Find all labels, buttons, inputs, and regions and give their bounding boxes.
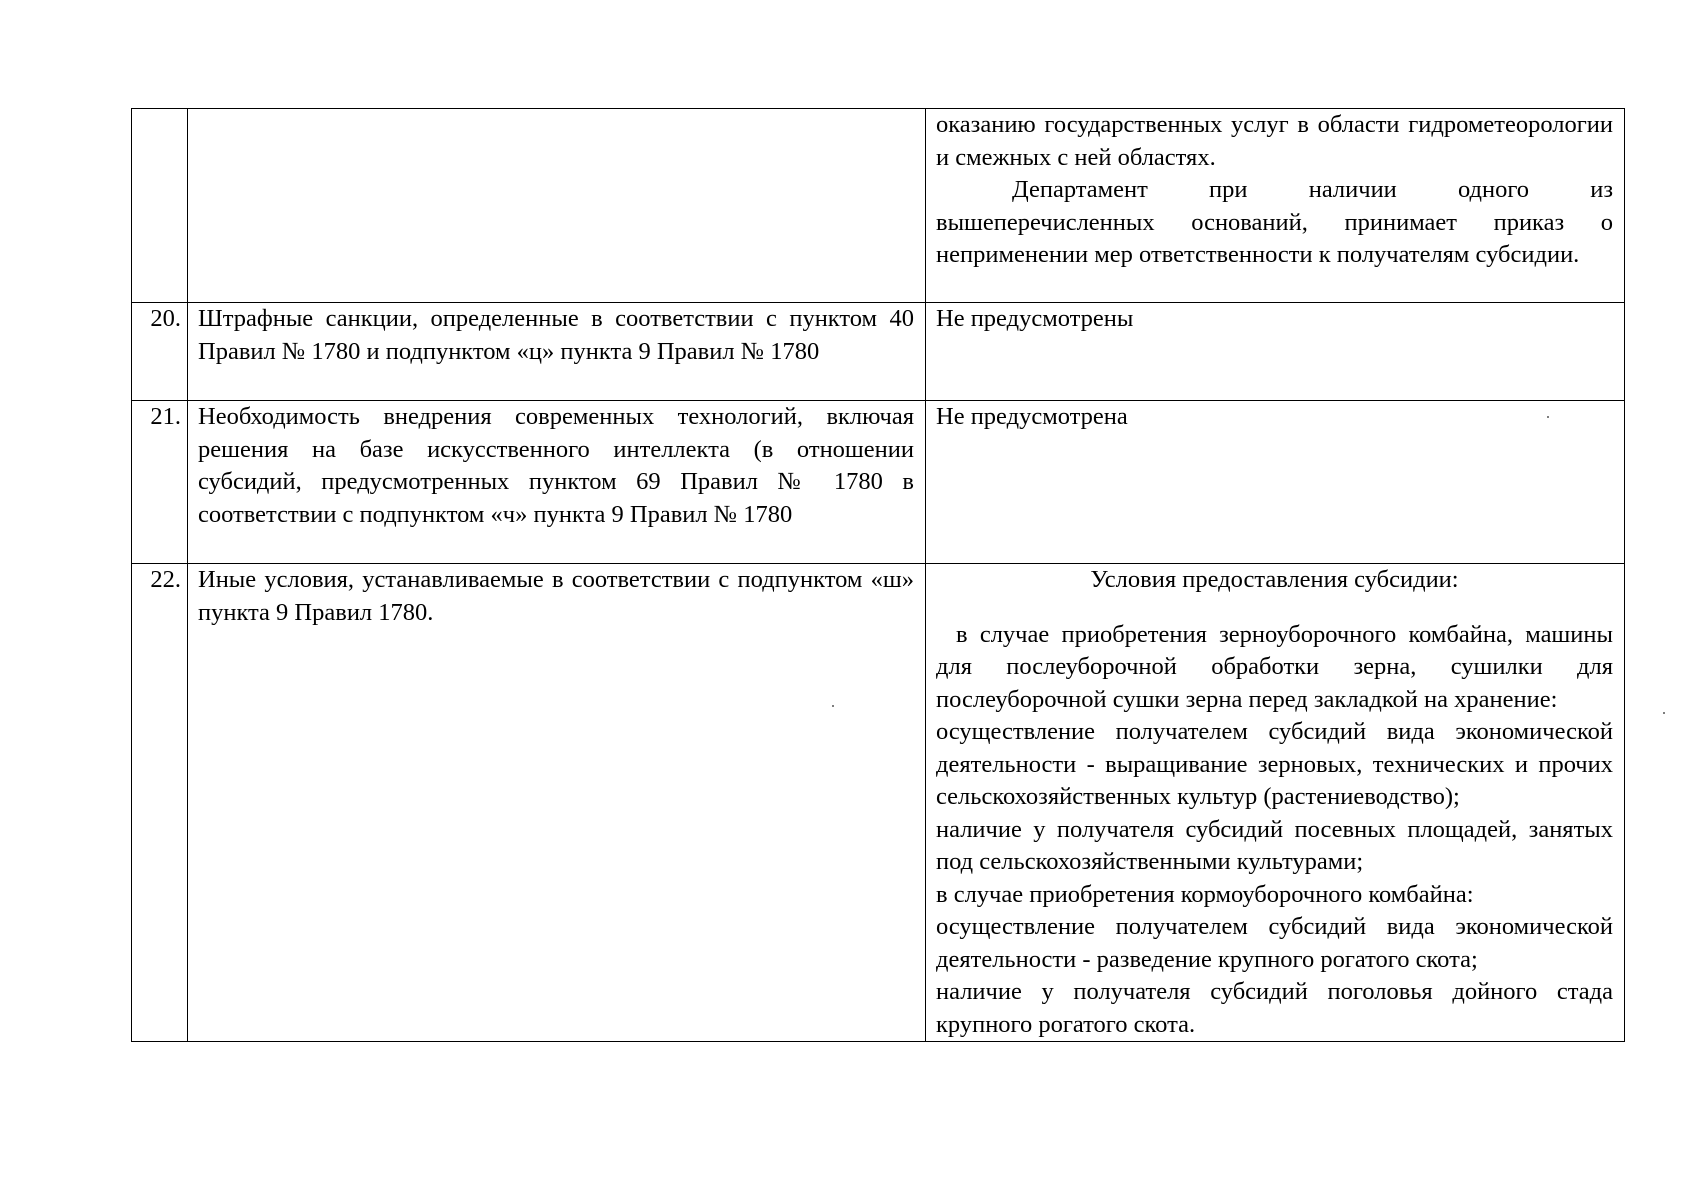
row-number-cell xyxy=(132,109,188,303)
value-paragraph: оказанию государственных услуг в области гидрометеорологии и смежных с ней областях. xyxy=(936,111,1613,171)
value-heading: Условия предоставления субсидии: xyxy=(1090,566,1459,593)
table-row xyxy=(132,401,1625,564)
row-value-cell: Не предусмотрена xyxy=(926,401,1625,564)
scan-speck xyxy=(1547,416,1549,418)
value-paragraph: в случае приобретения зерноуборочного комбайна, машины для послеуборочной обработки зерна, сушилки для послеуборочной сушки зерна перед закладкой на хранение: xyxy=(936,620,1613,713)
row-number-cell: 21. xyxy=(132,401,188,564)
scan-speck xyxy=(832,705,834,707)
value-paragraph: наличие у получателя субсидий посевных площадей, занятых под сельскохозяйственными культурами; xyxy=(936,815,1613,875)
value-paragraph: в случае приобретения кормоуборочного комбайна: xyxy=(936,880,1474,908)
conditions-table xyxy=(131,108,1625,1042)
heading-spacer xyxy=(936,597,1613,619)
value-paragraph: осуществление получателем субсидий вида экономической деятельности - разведение крупного рогатого скота; xyxy=(936,913,1613,973)
row-name-cell xyxy=(188,109,926,303)
scan-speck xyxy=(1663,712,1665,714)
row-value-cell: Не предусмотрены xyxy=(926,303,1625,401)
row-name-cell: Иные условия, устанавливаемые в соответствии с подпунктом «ш» пункта 9 Правил 1780. xyxy=(188,564,926,1042)
table-row xyxy=(132,109,1625,303)
row-name-cell: Штрафные санкции, определенные в соответствии с пунктом 40 Правил № 1780 и подпунктом «ц» пункта 9 Правил № 1780 xyxy=(188,303,926,401)
table-row xyxy=(132,564,1625,1042)
row-value-cell xyxy=(926,564,1625,1042)
row-value-cell xyxy=(926,109,1625,303)
row-name-cell: Необходимость внедрения современных технологий, включая решения на базе искусственного интеллекта (в отношении субсидий, предусмотренных пунктом 69 Правил № 1780 в соответствии с подпунктом «ч» пункта 9 Правил № 1780 xyxy=(188,401,926,564)
row-number-cell: 22. xyxy=(132,564,188,1042)
table-row xyxy=(132,303,1625,401)
value-paragraph: Департамент при наличии одного из вышеперечисленных оснований, принимает приказ о неприменении мер ответственности к получателям субсидии. xyxy=(936,176,1613,268)
value-paragraph: наличие у получателя субсидий поголовья дойного стада крупного рогатого скота. xyxy=(936,978,1613,1038)
value-paragraph: осуществление получателем субсидий вида экономической деятельности - выращивание зерновых, технических и прочих сельскохозяйственных культур (растениеводство); xyxy=(936,718,1613,810)
row-number-cell: 20. xyxy=(132,303,188,401)
